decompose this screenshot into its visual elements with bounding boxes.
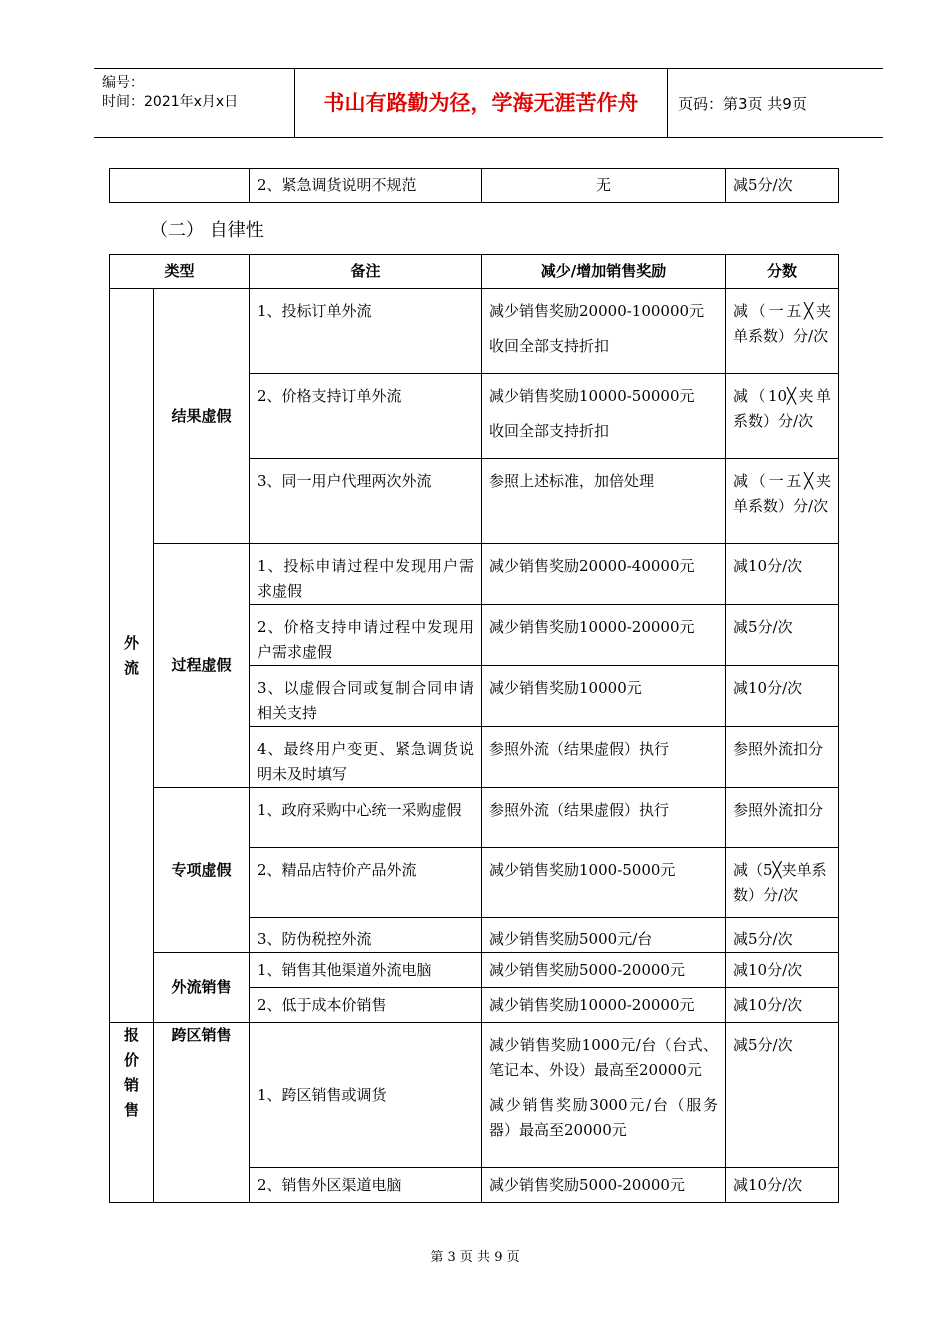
table-row (110, 788, 839, 848)
reward-cell: 参照外流（结果虚假）执行 (482, 788, 726, 848)
remark-cell: 2、紧急调货说明不规范 (250, 169, 482, 203)
number-label: 编号： (102, 75, 144, 91)
header-motto: 书山有路勤为径，学海无涯苦作舟 (295, 69, 668, 137)
category-cross-region: 跨区销售 (154, 1023, 250, 1203)
group-quote-sales: 报价销售 (110, 1023, 154, 1203)
reward-cell (482, 1023, 726, 1168)
reward-line: 减少销售奖励20000-100000元 (489, 302, 705, 320)
category-special-fake: 专项虚假 (154, 788, 250, 953)
remark-cell: 4、最终用户变更、紧急调货说明未及时填写 (250, 727, 482, 788)
reward-cell (482, 374, 726, 459)
remark-cell: 1、政府采购中心统一采购虚假 (250, 788, 482, 848)
reward-cell: 减少销售奖励5000元/台 (482, 918, 726, 953)
group-outflow: 外流 (110, 289, 154, 1023)
continuation-table (109, 168, 839, 203)
reward-cell: 减少销售奖励10000元 (482, 666, 726, 727)
category-outflow-sales: 外流销售 (154, 953, 250, 1023)
reward-cell: 参照外流（结果虚假）执行 (482, 727, 726, 788)
remark-cell: 1、投标订单外流 (250, 289, 482, 374)
reward-line: 减少销售奖励1000元/台（台式、笔记本、外设）最高至20000元 (489, 1036, 719, 1079)
reward-cell: 减少销售奖励10000-20000元 (482, 605, 726, 666)
reward-cell: 参照上述标准，加倍处理 (482, 459, 726, 544)
reward-cell: 减少销售奖励10000-20000元 (482, 988, 726, 1023)
reward-cell: 无 (482, 169, 726, 203)
score-cell: 减（一五╳夹单系数）分/次 (726, 459, 839, 544)
header-type: 类型 (110, 255, 250, 289)
reward-line: 减少销售奖励10000-50000元 (489, 387, 695, 405)
remark-cell: 1、投标申请过程中发现用户需求虚假 (250, 544, 482, 605)
score-cell: 减（10╳夹单系数）分/次 (726, 374, 839, 459)
remark-cell: 2、精品店特价产品外流 (250, 848, 482, 918)
score-cell: 减10分/次 (726, 544, 839, 605)
score-cell: 参照外流扣分 (726, 727, 839, 788)
score-cell: 减5分/次 (726, 605, 839, 666)
header-remark: 备注 (250, 255, 482, 289)
section-title: （二） 自律性 (150, 220, 264, 241)
time-label: 时间：2021年x月x日 (102, 94, 239, 110)
reward-line: 收回全部支持折扣 (489, 337, 610, 355)
page-header (94, 68, 883, 138)
discipline-table (109, 254, 839, 1203)
table-row (110, 953, 839, 988)
table-header-row (110, 255, 839, 289)
table-row (110, 289, 839, 374)
remark-cell: 2、价格支持申请过程中发现用户需求虚假 (250, 605, 482, 666)
category-result-fake: 结果虚假 (154, 289, 250, 544)
type-cell (110, 169, 250, 203)
remark-cell: 2、价格支持订单外流 (250, 374, 482, 459)
table-row (110, 544, 839, 605)
remark-cell: 3、防伪税控外流 (250, 918, 482, 953)
remark-cell: 2、低于成本价销售 (250, 988, 482, 1023)
reward-cell: 减少销售奖励1000-5000元 (482, 848, 726, 918)
score-cell: 减（5╳夹单系数）分/次 (726, 848, 839, 918)
reward-line: 减少销售奖励3000元/台（服务器）最高至20000元 (489, 1096, 719, 1139)
table-row (110, 1023, 839, 1168)
score-cell: 参照外流扣分 (726, 788, 839, 848)
header-reward: 减少/增加销售奖励 (482, 255, 726, 289)
score-cell: 减10分/次 (726, 988, 839, 1023)
score-cell: 减10分/次 (726, 1168, 839, 1203)
reward-line: 收回全部支持折扣 (489, 422, 610, 440)
page-footer: 第 3 页 共 9 页 (430, 1250, 520, 1265)
table-row (110, 169, 839, 203)
score-cell: 减10分/次 (726, 666, 839, 727)
category-process-fake: 过程虚假 (154, 544, 250, 788)
score-cell: 减5分/次 (726, 918, 839, 953)
header-score: 分数 (726, 255, 839, 289)
reward-cell: 减少销售奖励5000-20000元 (482, 1168, 726, 1203)
remark-cell: 1、跨区销售或调货 (250, 1023, 482, 1168)
score-cell: 减10分/次 (726, 953, 839, 988)
score-cell: 减5分/次 (726, 1023, 839, 1168)
reward-cell: 减少销售奖励20000-40000元 (482, 544, 726, 605)
remark-cell: 3、以虚假合同或复制合同申请相关支持 (250, 666, 482, 727)
remark-cell: 2、销售外区渠道电脑 (250, 1168, 482, 1203)
reward-cell (482, 289, 726, 374)
score-cell: 减（一五╳夹单系数）分/次 (726, 289, 839, 374)
remark-cell: 3、同一用户代理两次外流 (250, 459, 482, 544)
remark-cell: 1、销售其他渠道外流电脑 (250, 953, 482, 988)
score-cell: 减5分/次 (726, 169, 839, 203)
header-meta (94, 69, 295, 137)
header-page-label: 页码：第3页 共9页 (678, 95, 807, 113)
reward-cell: 减少销售奖励5000-20000元 (482, 953, 726, 988)
